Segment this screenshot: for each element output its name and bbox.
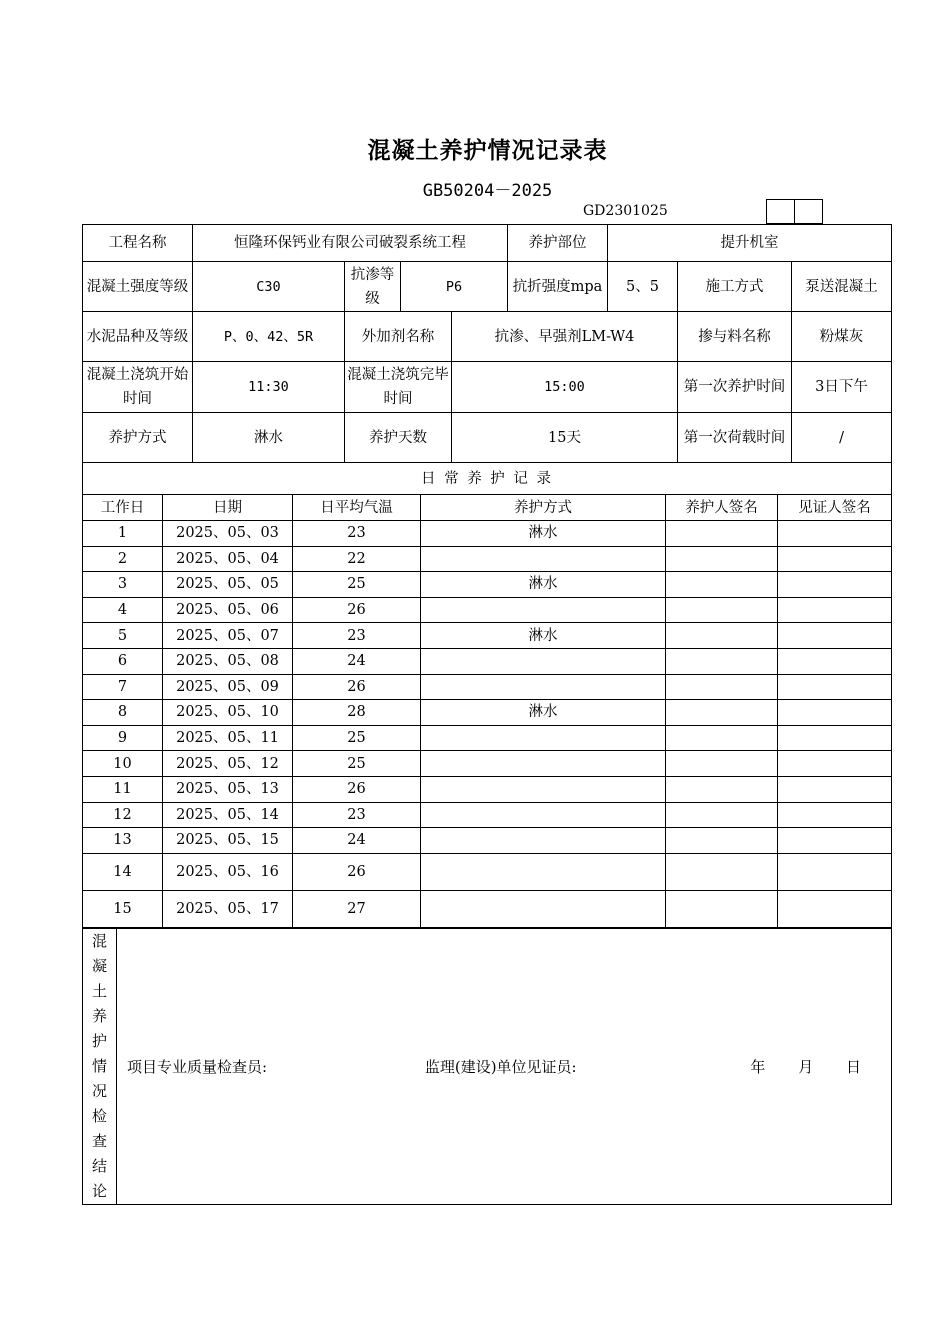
curing-method-cell xyxy=(421,776,666,802)
witness-signature-cell xyxy=(778,700,892,726)
document-number: GD2301025 xyxy=(583,203,668,219)
construction-method-label: 施工方式 xyxy=(678,262,792,312)
curing-method-cell xyxy=(421,546,666,572)
work-day-cell: 15 xyxy=(83,890,163,927)
curing-method-cell xyxy=(421,751,666,777)
column-header: 见证人签名 xyxy=(778,495,892,521)
witness-signature-cell xyxy=(778,521,892,547)
daily-record-row xyxy=(83,597,892,623)
date-cell: 2025、05、07 xyxy=(163,623,293,649)
date-cell: 2025、05、14 xyxy=(163,802,293,828)
curer-signature-cell xyxy=(666,674,778,700)
standard-code: GB50204－2025 xyxy=(422,181,553,201)
witness-signature-cell xyxy=(778,776,892,802)
date-cell: 2025、05、09 xyxy=(163,674,293,700)
column-header: 日平均气温 xyxy=(293,495,421,521)
date-cell: 2025、05、05 xyxy=(163,572,293,598)
admixture-label: 外加剂名称 xyxy=(345,312,452,362)
witness-signature-cell xyxy=(778,597,892,623)
curing-method-cell: 淋水 xyxy=(421,572,666,598)
work-day-cell: 3 xyxy=(83,572,163,598)
avg-temp-cell: 28 xyxy=(293,700,421,726)
work-day-cell: 11 xyxy=(83,776,163,802)
avg-temp-cell: 24 xyxy=(293,648,421,674)
work-day-cell: 2 xyxy=(83,546,163,572)
column-header: 工作日 xyxy=(83,495,163,521)
daily-record-row xyxy=(83,853,892,890)
date-cell: 2025、05、10 xyxy=(163,700,293,726)
conclusion-table xyxy=(82,928,892,1205)
curer-signature-cell xyxy=(666,802,778,828)
avg-temp-cell: 24 xyxy=(293,828,421,854)
work-day-cell: 5 xyxy=(83,623,163,649)
witness-signature-cell xyxy=(778,802,892,828)
first-load-value: / xyxy=(792,413,892,463)
curer-signature-cell xyxy=(666,828,778,854)
daily-record-row xyxy=(83,725,892,751)
curing-part-label: 养护部位 xyxy=(508,225,608,262)
impermeability-label: 抗渗等级 xyxy=(345,262,401,312)
avg-temp-cell: 23 xyxy=(293,802,421,828)
pour-start-value: 11:30 xyxy=(193,362,345,413)
avg-temp-cell: 22 xyxy=(293,546,421,572)
daily-record-row xyxy=(83,546,892,572)
year-label: 年 xyxy=(750,1057,766,1076)
witness-signature-cell xyxy=(778,853,892,890)
strength-grade-label: 混凝土强度等级 xyxy=(83,262,193,312)
flexural-label: 抗折强度mpa xyxy=(508,262,608,312)
mixture-value: 粉煤灰 xyxy=(792,312,892,362)
daily-record-row xyxy=(83,751,892,777)
month-label: 月 xyxy=(798,1057,814,1076)
project-name-value: 恒隆环保钙业有限公司破裂系统工程 xyxy=(193,225,508,262)
curing-method-value: 淋水 xyxy=(193,413,345,463)
curing-days-value: 15天 xyxy=(452,413,678,463)
work-day-cell: 10 xyxy=(83,751,163,777)
curing-method-cell: 淋水 xyxy=(421,521,666,547)
column-header: 日期 xyxy=(163,495,293,521)
witness-signature-cell xyxy=(778,890,892,927)
curing-method-cell xyxy=(421,725,666,751)
signature-date xyxy=(734,1055,861,1079)
date-cell: 2025、05、04 xyxy=(163,546,293,572)
daily-record-row xyxy=(83,890,892,927)
page-box xyxy=(794,199,823,224)
daily-record-row xyxy=(83,700,892,726)
avg-temp-cell: 26 xyxy=(293,597,421,623)
daily-header-row xyxy=(83,495,892,521)
date-cell: 2025、05、17 xyxy=(163,890,293,927)
date-cell: 2025、05、06 xyxy=(163,597,293,623)
curer-signature-cell xyxy=(666,700,778,726)
work-day-cell: 8 xyxy=(83,700,163,726)
curing-method-cell xyxy=(421,853,666,890)
daily-record-row xyxy=(83,776,892,802)
curer-signature-cell xyxy=(666,776,778,802)
daily-record-row xyxy=(83,521,892,547)
witness-signature-cell xyxy=(778,828,892,854)
curer-signature-cell xyxy=(666,597,778,623)
pour-start-label: 混凝土浇筑开始时间 xyxy=(83,362,193,413)
conclusion-content xyxy=(117,929,892,1205)
curer-signature-cell xyxy=(666,623,778,649)
avg-temp-cell: 25 xyxy=(293,572,421,598)
avg-temp-cell: 25 xyxy=(293,751,421,777)
curer-signature-cell xyxy=(666,521,778,547)
cement-value: P、0、42、5R xyxy=(193,312,345,362)
witness-signature-cell xyxy=(778,725,892,751)
curing-method-cell xyxy=(421,674,666,700)
daily-record-row xyxy=(83,802,892,828)
date-cell: 2025、05、03 xyxy=(163,521,293,547)
witness-signature-cell xyxy=(778,751,892,777)
conclusion-label: 混凝土养护情况检查结论 xyxy=(91,932,107,1200)
avg-temp-cell: 26 xyxy=(293,776,421,802)
info-table xyxy=(82,224,892,495)
work-day-cell: 7 xyxy=(83,674,163,700)
curing-method-cell xyxy=(421,828,666,854)
date-cell: 2025、05、15 xyxy=(163,828,293,854)
date-cell: 2025、05、11 xyxy=(163,725,293,751)
work-day-cell: 9 xyxy=(83,725,163,751)
work-day-cell: 6 xyxy=(83,648,163,674)
strength-grade-value: C30 xyxy=(193,262,345,312)
work-day-cell: 12 xyxy=(83,802,163,828)
pour-end-value: 15:00 xyxy=(452,362,678,413)
curer-signature-cell xyxy=(666,725,778,751)
cement-label: 水泥品种及等级 xyxy=(83,312,193,362)
daily-record-row xyxy=(83,572,892,598)
mixture-label: 掺与料名称 xyxy=(678,312,792,362)
column-header: 养护人签名 xyxy=(666,495,778,521)
curing-method-cell: 淋水 xyxy=(421,623,666,649)
curing-days-label: 养护天数 xyxy=(345,413,452,463)
curing-method-cell xyxy=(421,648,666,674)
avg-temp-cell: 23 xyxy=(293,521,421,547)
curer-signature-cell xyxy=(666,648,778,674)
curer-signature-cell xyxy=(666,546,778,572)
curing-method-cell xyxy=(421,890,666,927)
daily-record-row xyxy=(83,828,892,854)
avg-temp-cell: 27 xyxy=(293,890,421,927)
conclusion-label-cell xyxy=(83,929,117,1205)
admixture-value: 抗渗、早强剂LM-W4 xyxy=(452,312,678,362)
first-curing-value: 3日下午 xyxy=(792,362,892,413)
impermeability-value: P6 xyxy=(401,262,508,312)
column-header: 养护方式 xyxy=(421,495,666,521)
witness-signature-cell xyxy=(778,546,892,572)
work-day-cell: 1 xyxy=(83,521,163,547)
avg-temp-cell: 26 xyxy=(293,853,421,890)
daily-records-table xyxy=(82,494,892,928)
curing-method-cell xyxy=(421,597,666,623)
witness-signature-cell xyxy=(778,572,892,598)
avg-temp-cell: 26 xyxy=(293,674,421,700)
curing-method-cell xyxy=(421,802,666,828)
curing-method-label: 养护方式 xyxy=(83,413,193,463)
supervisor-label: 监理(建设)单位见证员: xyxy=(424,1057,577,1076)
work-day-cell: 14 xyxy=(83,853,163,890)
date-cell: 2025、05、08 xyxy=(163,648,293,674)
curer-signature-cell xyxy=(666,853,778,890)
first-curing-label: 第一次养护时间 xyxy=(678,362,792,413)
flexural-value: 5、5 xyxy=(608,262,678,312)
witness-signature-cell xyxy=(778,648,892,674)
daily-record-row xyxy=(83,623,892,649)
curer-signature-cell xyxy=(666,751,778,777)
construction-method-value: 泵送混凝土 xyxy=(792,262,892,312)
curer-signature-cell xyxy=(666,890,778,927)
date-cell: 2025、05、16 xyxy=(163,853,293,890)
project-name-label: 工程名称 xyxy=(83,225,193,262)
date-cell: 2025、05、12 xyxy=(163,751,293,777)
work-day-cell: 13 xyxy=(83,828,163,854)
daily-record-row xyxy=(83,648,892,674)
date-cell: 2025、05、13 xyxy=(163,776,293,802)
day-label: 日 xyxy=(845,1057,861,1076)
page-box xyxy=(766,199,795,224)
curing-part-value: 提升机室 xyxy=(608,225,892,262)
quality-inspector-label: 项目专业质量检查员: xyxy=(127,1057,268,1076)
first-load-label: 第一次荷载时间 xyxy=(678,413,792,463)
daily-record-row xyxy=(83,674,892,700)
curer-signature-cell xyxy=(666,572,778,598)
avg-temp-cell: 25 xyxy=(293,725,421,751)
work-day-cell: 4 xyxy=(83,597,163,623)
document-title: 混凝土养护情况记录表 xyxy=(367,137,608,164)
witness-signature-cell xyxy=(778,674,892,700)
daily-section-title: 日 常 养 护 记 录 xyxy=(83,463,892,495)
curing-method-cell: 淋水 xyxy=(421,700,666,726)
witness-signature-cell xyxy=(778,623,892,649)
pour-end-label: 混凝土浇筑完毕时间 xyxy=(345,362,452,413)
page-number-boxes xyxy=(766,199,822,224)
avg-temp-cell: 23 xyxy=(293,623,421,649)
